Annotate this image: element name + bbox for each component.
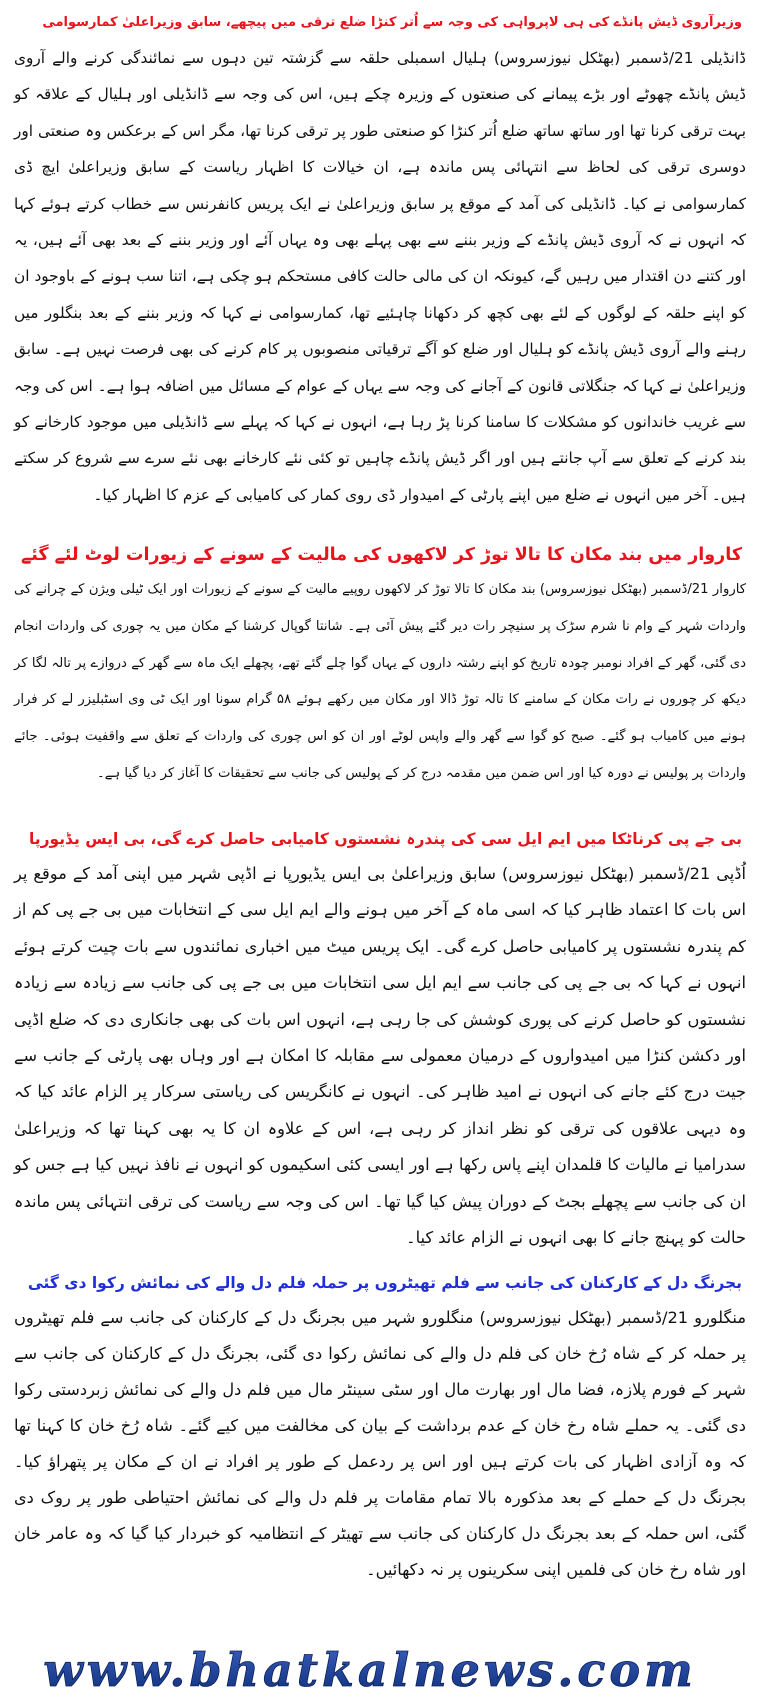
article-headline: بی جے پی کرناٹکا میں ایم ایل سی کی پندرہ نشستوں کامیابی حاصل کرے گی، بی ایس یڈیورپا: [28, 830, 742, 848]
news-article-3: [0, 818, 760, 1260]
article-headline: بجرنگ دل کے کارکنان کی جانب سے فلم تھیٹروں پر حملہ فلم دل والے کی نمائش رکوا دی گئی: [27, 1274, 742, 1292]
article-headline: کاروار میں بند مکان کا تالا توڑ کر لاکھوں کی مالیت کے سونے کے زیورات لوٹ لئے گئے: [20, 545, 742, 565]
article-body: ڈانڈیلی 21/ڈسمبر (بھٹکل نیوزسروس) ہلیال اسمبلی حلقہ سے گزشتہ تین دہوں سے نمائندگی کرنے والے آروی ڈیش پانڈے چھوٹے اور بڑے پیمانے کی صنعتوں کے وزیرہ چکے ہیں، اس کی وجہ سے ڈانڈیلی اور ہلیال کے علاقہ کو بہت ترقی کرنا تھا اور ساتھ ساتھ ضلع اُتر کنڑا کو صنعتی طور پر ترقی کرنا تھا، مگر اس کے برعکس وہ صنعتی اور دوسری ترقی کی لحاظ سے انتہائی پس ماندہ ہے، ان خیالات کا اظہار ریاست کے سابق وزیراعلیٰ ایچ ڈی کمارسوامی نے کیا۔ ڈانڈیلی کی آمد کے موقع پر سابق وزیراعلیٰ نے ایک پریس کانفرنس سے خطاب کرتے ہوئے کہا کہ انہوں نے کہ آروی ڈیش پانڈے کے وزیر بننے سے بھی پہلے بھی وہ یہاں آئے اور وزیر بننے کے بعد بھی آئے ہیں، یہ اور کتنے دن اقتدار میں رہیں گے، کیونکہ ان کی مالی حالت کافی مستحکم ہو چکی ہے، اتنا سب ہونے کے باوجود ان کو اپنے حلقہ کے لوگوں کے لئے بھی کچھ کر دکھانا چاہئیے تھا، کمارسوامی نے کہا کہ وزیر بننے کے بعد بنگلور میں رہنے والے آروی ڈیش پانڈے کو ہلیال اور ضلع کو آگے ترقیاتی منصوبوں پر کام کرنے کی بھی فرصت نہیں ہے۔ سابق وزیراعلیٰ نے کہا کہ جنگلاتی قانون کے آجانے کی وجہ سے یہاں کے عوام کے مسائل میں اضافہ ہوا ہے۔ اس کی وجہ سے غریب خاندانوں کو مشکلات کا سامنا کرنا پڑ رہا ہے، انہوں نے کہا کہ پہلے سے ڈانڈیلی میں موجود کارخانے کو بند کرنے کے تعلق سے آپ جانتے ہیں اور اگر ڈیش پانڈے چاہیں تو کئی نئے کارخانے بھی نئے سرے سے شروع کر سکتے ہیں۔ آخر میں انہوں نے ضلع میں اپنے پارٹی کے امیدوار ڈی روی کمار کی کامیابی کے عزم کا اظہار کیا۔: [14, 49, 746, 504]
article-headline: وزیرآروی ڈیش پانڈے کی ہی لاپرواہی کی وجہ سے اُتر کنڑا ضلع ترقی میں پیچھے، سابق وزیراعلیٰ کمارسوامی: [42, 15, 742, 30]
article-body: منگلورو 21/ڈسمبر (بھٹکل نیوزسروس) منگلورو شہر میں بجرنگ دل کے کارکنان کی جانب سے فلم تھیٹروں پر حملہ کر کے شاہ رُخ خان کی فلم دل والے کی نمائش رکوا دی گئی، بجرنگ دل کے کارکنان کی جانب سے شہر کے فورم پلازہ، فضا مال اور بھارت مال اور سٹی سینٹر مال میں فلم دل والے کی نمائش زبردستی رکوا دی گئی۔ یہ حملے شاہ رخ خان کے عدم برداشت کے بیان کی مخالفت میں کیے گئے۔ شاہ رُخ خان کا کہنا تھا کہ وہ آزادی اظہار کی بات کرتے ہیں اور اس پر ردعمل کے طور پر افراد نے ان کے مکان پر پتھراؤ کیا۔ بجرنگ دل کے حملے کے بعد مذکورہ بالا تمام مقامات پر فلم دل والے کی نمائش احتیاطی طور پر روک دی گئی، اس حملہ کے بعد بجرنگ دل کارکنان کی جانب سے تھیٹر کے انتظامیہ کو خبردار کیا گیا کہ وہ عامر خان اور شاہ رخ خان کی فلمیں اپنی سکرینوں پر نہ دکھائیں۔: [14, 1308, 746, 1579]
article-body: اُڈپی 21/ڈسمبر (بھٹکل نیوزسروس) سابق وزیراعلیٰ بی ایس یڈیورپا نے اڈپی شہر میں اپنی آمد کے موقع پر اس بات کا اعتماد ظاہر کیا کہ اسی ماہ کے آخر میں ہونے والے ایم ایل سی کے انتخابات میں بی جے پی کم از کم پندرہ نشستوں پر کامیابی حاصل کرے گی۔ ایک پریس میٹ میں اخباری نمائندوں سے بات چیت کرتے ہوئے انہوں نے کہا کہ بی جے پی کی جانب سے ایم ایل سی انتخابات میں بی جے پی کی جانب سے زیادہ سے زیادہ نشستوں کو حاصل کرنے کی پوری کوشش کی جا رہی ہے، انہوں اس بات کی بھی جانکاری دی کہ ضلع اڈپی اور دکشن کنڑا میں امیدواروں کے درمیان معمولی سے مقابلہ کا امکان ہے اور وہاں بھی پارٹی کے جانب سے جیت درج کئے جانے کی انہوں نے امید ظاہر کی۔ انہوں نے کانگریس کی ریاستی سرکار پر الزام عائد کیا کہ وہ دیہی علاقوں کی ترقی کو نظر انداز کر رہی ہے، اس کے علاوہ ان کا یہ بھی کہنا تھا کہ وزیراعلیٰ سدرامیا نے مالیات کا قلمدان اپنے پاس رکھا ہے اور ایسی کئی اسکیموں کو انہوں نے نافذ نہیں کیا ہے جس کو ان کی جانب سے پچھلے بجٹ کے دوران پیش کیا گیا تھا۔ اس کی وجہ سے ریاست کی ترقی انتہائی پس ماندہ حالت کو پہنچ جانے کا بھی انہوں نے الزام عائد کیا۔: [14, 864, 746, 1248]
news-article-1: [0, 2, 760, 530]
article-body: کاروار 21/ڈسمبر (بھٹکل نیوزسروس) بند مکان کا تالا توڑ کر لاکھوں روپیے مالیت کے سونے کے زیورات اور ایک ٹیلی ویژن کے چرانے کی واردات شہر کے وام نا شرم سڑک پر سنیچر رات دیر گئے پیش آئی ہے۔ شانتا گوپال کرشنا کے مکان میں یہ چوری کی واردات انجام دی گئی، گھر کے افراد نومبر چودہ تاریخ کو اپنے رشتہ داروں کے یہاں گوا چلے گئے تھے، پچھلے ایک ماہ سے گھر کے دروازے پر تالہ لگا کر دیکھ کر چوروں نے رات مکان کے سامنے کا تالہ توڑ ڈالا اور مکان میں رکھے ہوئے ۵۸ گرام سونا اور ایک ٹی وی اسٹبلیزر لے کر فرار ہونے میں کامیاب ہو گئے۔ صبح کو گوا سے گھر والے واپس لوٹے اور ان کو اس چوری کی واردات کے تعلق سے واقفیت ہوئی۔ جائے واردات پر پولیس نے دورہ کیا اور اس ضمن میں مقدمہ درج کر کے پولیس کی جانب سے تحقیقات کا آغاز کر دیا گیا ہے۔: [14, 582, 746, 781]
website-url-text: www.bhatkalnews.com: [43, 1643, 697, 1697]
website-banner: [0, 1644, 740, 1700]
news-article-4: [0, 1262, 760, 1642]
website-logo: [0, 1644, 740, 1700]
news-article-2: [0, 534, 760, 814]
